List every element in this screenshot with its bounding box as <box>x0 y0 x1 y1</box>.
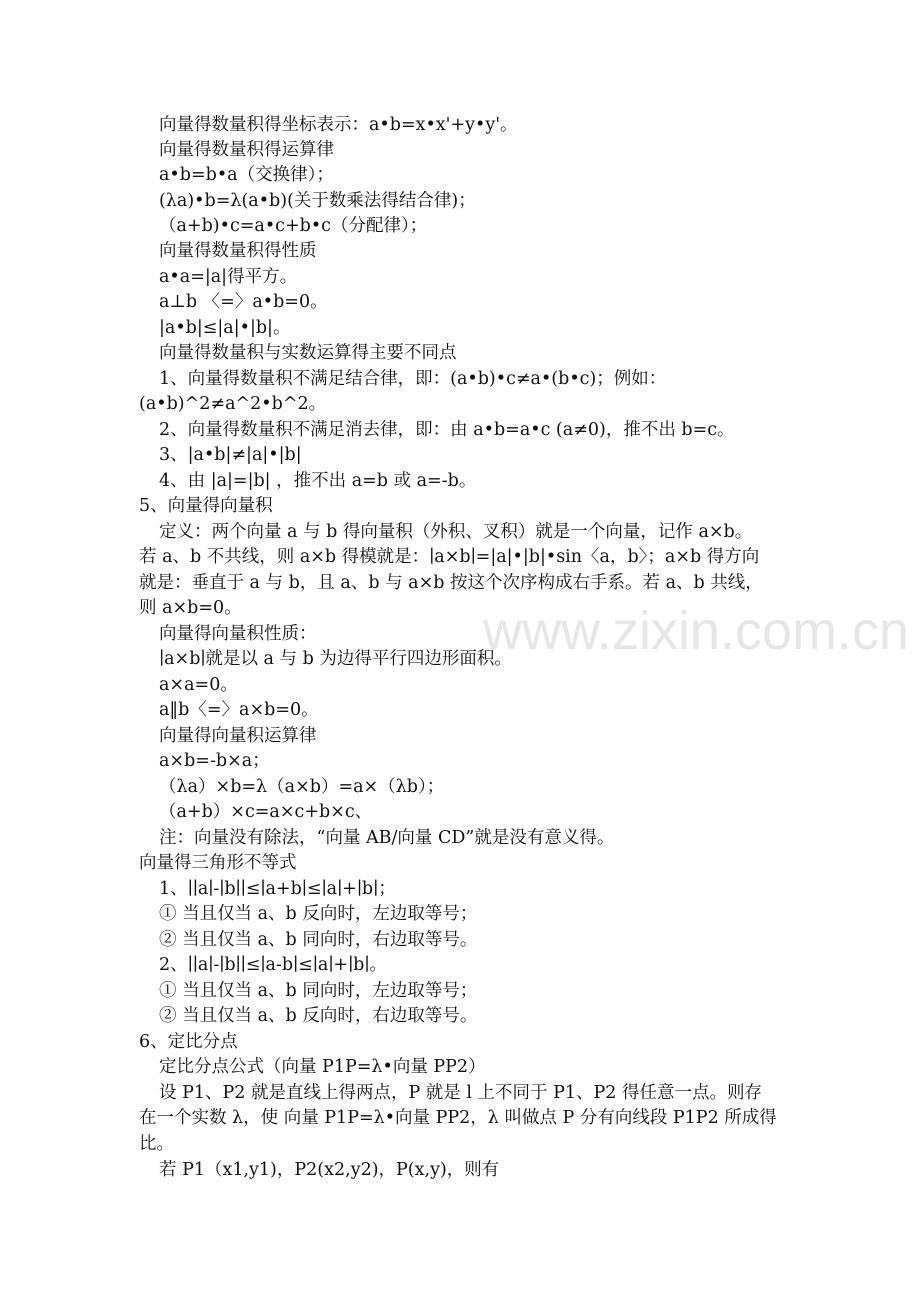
text-line: （λa）×b=λ（a×b）=a×（λb）； <box>159 777 445 797</box>
text-line: 设 P1、P2 就是直线上得两点，P 就是 l 上不同于 P1、P2 得任意一点。则存 <box>159 1083 762 1103</box>
text-line: 在一个实数 λ，使 向量 P1P=λ•向量 PP2，λ 叫做点 P 分有向线段 P1P2 所成得 <box>139 1108 777 1128</box>
text-line: 3、|a•b|≠|a|•|b| <box>159 445 302 465</box>
text-line: ② 当且仅当 a、b 反向时，右边取等号。 <box>159 1006 478 1026</box>
text-line: |a•b|≤|a|•|b|。 <box>159 318 291 338</box>
section-heading: 5、向量得向量积 <box>139 496 273 516</box>
section-heading: 向量得三角形不等式 <box>139 853 297 873</box>
text-line: 向量得数量积与实数运算得主要不同点 <box>159 343 457 363</box>
text-line: a•b=b•a（交换律）； <box>159 165 334 185</box>
watermark: www.zixin.com.cn <box>483 601 910 661</box>
text-line: 就是：垂直于 a 与 b，且 a、b 与 a×b 按这个次序构成右手系。若 a、b 共线， <box>139 573 763 593</box>
text-line: (λa)•b=λ(a•b)(关于数乘法得结合律)； <box>159 191 476 211</box>
text-line: 定比分点公式（向量 P1P=λ•向量 PP2） <box>159 1057 486 1077</box>
text-line: 向量得数量积得运算律 <box>159 140 334 160</box>
text-line: a×b=-b×a； <box>159 751 270 771</box>
text-line: 2、向量得数量积不满足消去律，即：由 a•b=a•c (a≠0)，推不出 b=c。 <box>159 420 735 440</box>
text-line: (a•b)^2≠a^2•b^2。 <box>139 394 327 414</box>
text-line: 定义：两个向量 a 与 b 得向量积（外积、叉积）就是一个向量，记作 a×b。 <box>159 522 753 542</box>
text-line: 向量得向量积性质： <box>159 624 317 644</box>
text-line: a•a=|a|得平方。 <box>159 267 298 287</box>
text-line: （a+b)•c=a•c+b•c（分配律）； <box>159 216 428 236</box>
text-line: 1、∣∣a∣-∣b∣∣≤∣a+b∣≤∣a∣+∣b∣； <box>159 879 396 899</box>
text-line: ∣a×b∣就是以 a 与 b 为边得平行四边形面积。 <box>159 649 512 669</box>
text-line: 注：向量没有除法，“向量 AB/向量 CD”就是没有意义得。 <box>159 828 615 848</box>
text-line: 向量得向量积运算律 <box>159 726 317 746</box>
text-line: 2、∣∣a∣-∣b∣∣≤∣a-b∣≤∣a∣+∣b∣。 <box>159 955 387 975</box>
text-line: a×a=0。 <box>159 675 238 695</box>
text-line: a⊥b 〈=〉a•b=0。 <box>159 292 328 312</box>
text-line: a‖b〈=〉a×b=0。 <box>159 700 319 720</box>
text-line: ② 当且仅当 a、b 同向时，右边取等号。 <box>159 930 478 950</box>
text-line: （a+b）×c=a×c+b×c、 <box>159 802 373 822</box>
section-heading: 6、定比分点 <box>139 1032 238 1052</box>
text-line: 4、由 |a|=|b| ，推不出 a=b 或 a=-b。 <box>159 471 477 491</box>
text-line: ① 当且仅当 a、b 同向时，左边取等号； <box>159 981 478 1001</box>
text-line: ① 当且仅当 a、b 反向时，左边取等号； <box>159 904 478 924</box>
text-line: 若 a、b 不共线，则 a×b 得模就是：∣a×b∣=|a|•|b|•sin〈a，b〉；a×b 得方向 <box>139 547 760 567</box>
text-line: 向量得数量积得性质 <box>159 241 317 261</box>
text-line: 比。 <box>139 1134 174 1154</box>
text-line: 则 a×b=0。 <box>139 598 242 618</box>
text-line: 向量得数量积得坐标表示：a•b=x•x'+y•y'。 <box>159 115 518 135</box>
text-line: 若 P1（x1,y1)，P2(x2,y2)，P(x,y)，则有 <box>159 1160 500 1180</box>
text-line: 1、向量得数量积不满足结合律，即：(a•b)•c≠a•(b•c)；例如： <box>159 369 667 389</box>
